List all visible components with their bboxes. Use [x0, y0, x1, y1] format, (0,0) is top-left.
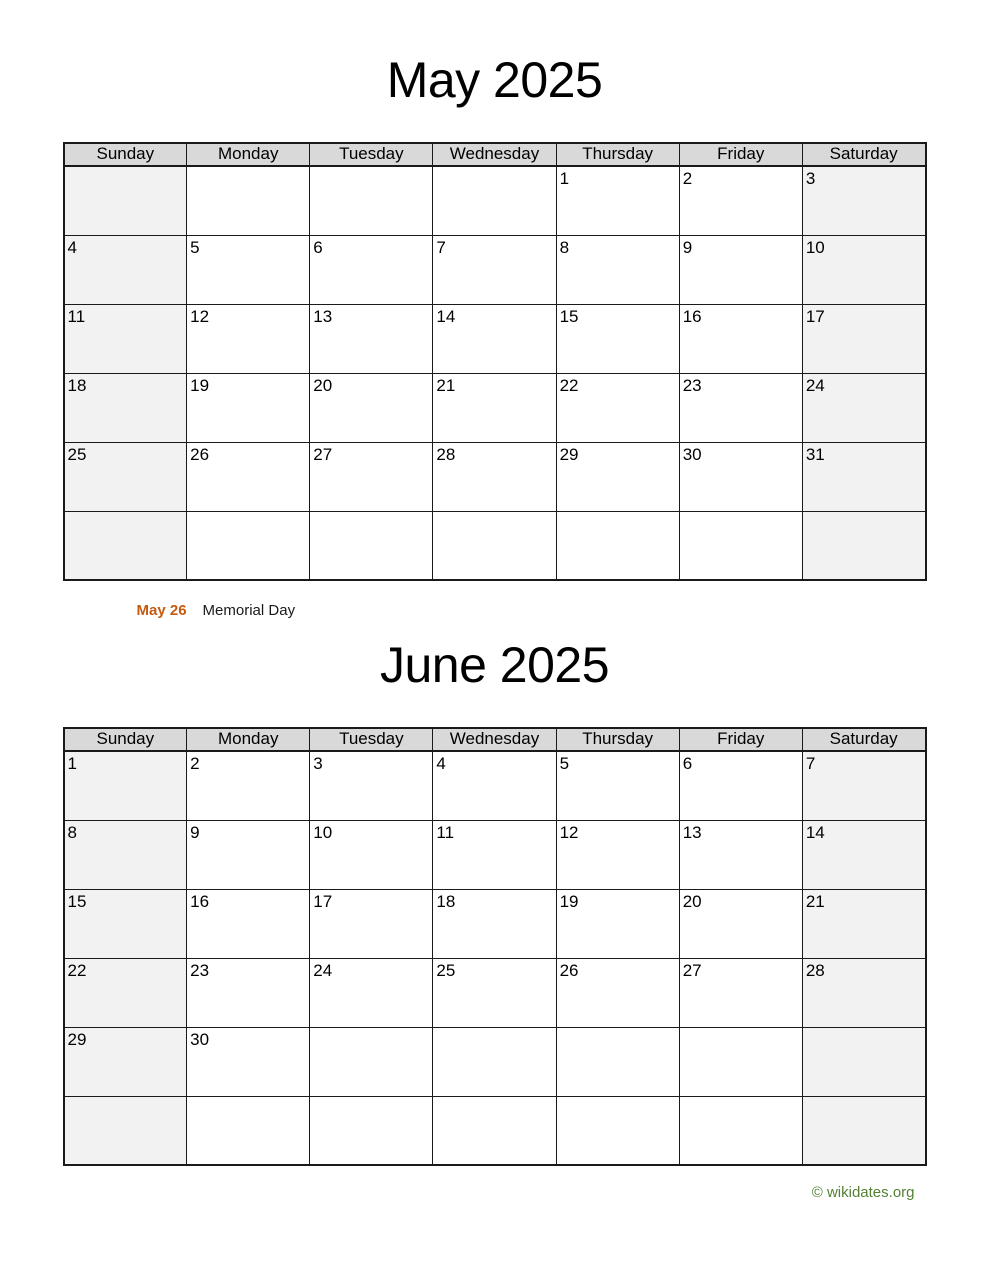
day-cell-june-28: 28	[802, 958, 925, 1027]
page-footer	[63, 1184, 927, 1202]
month-title-may: May 2025	[386, 52, 603, 108]
calendar-body-may	[64, 166, 926, 580]
day-cell-empty	[310, 166, 433, 235]
day-cell-may-21: 21	[433, 373, 556, 442]
week-row	[64, 751, 926, 820]
day-cell-june-10: 10	[310, 820, 433, 889]
day-cell-may-9: 9	[679, 235, 802, 304]
day-cell-may-24: 24	[802, 373, 925, 442]
day-cell-june-2: 2	[187, 751, 310, 820]
day-cell-may-18: 18	[64, 373, 187, 442]
weekday-header-wednesday: Wednesday	[433, 728, 556, 751]
week-row	[64, 442, 926, 511]
day-cell-may-30: 30	[679, 442, 802, 511]
weekday-header-monday: Monday	[187, 143, 310, 166]
day-cell-may-4: 4	[64, 235, 187, 304]
day-cell-empty	[187, 511, 310, 580]
day-cell-june-13: 13	[679, 820, 802, 889]
week-row	[64, 166, 926, 235]
day-cell-may-5: 5	[187, 235, 310, 304]
day-cell-june-27: 27	[679, 958, 802, 1027]
day-cell-empty	[310, 1096, 433, 1165]
day-cell-june-7: 7	[802, 751, 925, 820]
day-cell-empty	[802, 1096, 925, 1165]
day-cell-june-25: 25	[433, 958, 556, 1027]
week-row	[64, 820, 926, 889]
month-section-june	[63, 639, 927, 1166]
week-row	[64, 958, 926, 1027]
day-cell-empty	[433, 166, 556, 235]
day-cell-june-22: 22	[64, 958, 187, 1027]
day-cell-may-26: 26	[187, 442, 310, 511]
day-cell-empty	[64, 511, 187, 580]
day-cell-june-12: 12	[556, 820, 679, 889]
day-cell-june-19: 19	[556, 889, 679, 958]
weekday-header-friday: Friday	[679, 728, 802, 751]
day-cell-empty	[64, 1096, 187, 1165]
weekday-header-wednesday: Wednesday	[433, 143, 556, 166]
day-cell-may-31: 31	[802, 442, 925, 511]
day-cell-june-18: 18	[433, 889, 556, 958]
day-cell-may-7: 7	[433, 235, 556, 304]
day-cell-june-29: 29	[64, 1027, 187, 1096]
weekday-header-friday: Friday	[679, 143, 802, 166]
weekday-header-row	[64, 143, 926, 166]
day-cell-empty	[187, 166, 310, 235]
day-cell-june-17: 17	[310, 889, 433, 958]
weekday-header-thursday: Thursday	[556, 143, 679, 166]
day-cell-may-10: 10	[802, 235, 925, 304]
day-cell-may-25: 25	[64, 442, 187, 511]
holiday-note-label: Memorial Day	[202, 602, 296, 619]
calendar-head-may	[64, 143, 926, 166]
day-cell-june-15: 15	[64, 889, 187, 958]
day-cell-may-17: 17	[802, 304, 925, 373]
day-cell-empty	[556, 1096, 679, 1165]
calendars-container	[63, 54, 927, 1166]
calendar-page	[63, 0, 927, 1202]
day-cell-june-24: 24	[310, 958, 433, 1027]
calendar-table-may	[63, 142, 927, 581]
day-cell-may-14: 14	[433, 304, 556, 373]
day-cell-june-6: 6	[679, 751, 802, 820]
week-row	[64, 511, 926, 580]
day-cell-empty	[310, 1027, 433, 1096]
weekday-header-saturday: Saturday	[802, 143, 925, 166]
day-cell-june-3: 3	[310, 751, 433, 820]
week-row	[64, 889, 926, 958]
day-cell-june-14: 14	[802, 820, 925, 889]
day-cell-june-4: 4	[433, 751, 556, 820]
day-cell-june-5: 5	[556, 751, 679, 820]
day-cell-empty	[433, 511, 556, 580]
weekday-header-sunday: Sunday	[64, 728, 187, 751]
holiday-note	[137, 601, 927, 621]
day-cell-june-20: 20	[679, 889, 802, 958]
day-cell-empty	[64, 166, 187, 235]
day-cell-june-21: 21	[802, 889, 925, 958]
week-row	[64, 304, 926, 373]
day-cell-may-12: 12	[187, 304, 310, 373]
day-cell-empty	[433, 1096, 556, 1165]
week-row	[64, 1027, 926, 1096]
day-cell-empty	[679, 1096, 802, 1165]
day-cell-empty	[556, 511, 679, 580]
copyright-text: © wikidates.org	[811, 1184, 915, 1201]
day-cell-may-16: 16	[679, 304, 802, 373]
day-cell-may-22: 22	[556, 373, 679, 442]
week-row	[64, 373, 926, 442]
weekday-header-sunday: Sunday	[64, 143, 187, 166]
calendar-head-june	[64, 728, 926, 751]
weekday-header-tuesday: Tuesday	[310, 143, 433, 166]
week-row	[64, 235, 926, 304]
weekday-header-monday: Monday	[187, 728, 310, 751]
weekday-header-tuesday: Tuesday	[310, 728, 433, 751]
day-cell-may-2: 2	[679, 166, 802, 235]
day-cell-empty	[679, 1027, 802, 1096]
day-cell-empty	[679, 511, 802, 580]
month-section-may	[63, 54, 927, 621]
day-cell-may-20: 20	[310, 373, 433, 442]
day-cell-june-9: 9	[187, 820, 310, 889]
day-cell-june-8: 8	[64, 820, 187, 889]
day-cell-empty	[187, 1096, 310, 1165]
day-cell-may-23: 23	[679, 373, 802, 442]
day-cell-empty	[802, 1027, 925, 1096]
day-cell-june-26: 26	[556, 958, 679, 1027]
day-cell-empty	[802, 511, 925, 580]
day-cell-may-3: 3	[802, 166, 925, 235]
weekday-header-row	[64, 728, 926, 751]
day-cell-may-13: 13	[310, 304, 433, 373]
calendar-table-june	[63, 727, 927, 1166]
day-cell-empty	[556, 1027, 679, 1096]
weekday-header-saturday: Saturday	[802, 728, 925, 751]
day-cell-june-1: 1	[64, 751, 187, 820]
weekday-header-thursday: Thursday	[556, 728, 679, 751]
week-row	[64, 1096, 926, 1165]
day-cell-may-29: 29	[556, 442, 679, 511]
day-cell-may-6: 6	[310, 235, 433, 304]
day-cell-may-28: 28	[433, 442, 556, 511]
day-cell-empty	[433, 1027, 556, 1096]
day-cell-empty	[310, 511, 433, 580]
month-title-june: June 2025	[379, 637, 610, 693]
day-cell-june-23: 23	[187, 958, 310, 1027]
day-cell-may-15: 15	[556, 304, 679, 373]
day-cell-may-11: 11	[64, 304, 187, 373]
holiday-note-date: May 26	[136, 602, 187, 619]
day-cell-may-19: 19	[187, 373, 310, 442]
day-cell-may-8: 8	[556, 235, 679, 304]
day-cell-june-11: 11	[433, 820, 556, 889]
day-cell-june-16: 16	[187, 889, 310, 958]
day-cell-june-30: 30	[187, 1027, 310, 1096]
day-cell-may-1: 1	[556, 166, 679, 235]
day-cell-may-27: 27	[310, 442, 433, 511]
calendar-body-june	[64, 751, 926, 1165]
